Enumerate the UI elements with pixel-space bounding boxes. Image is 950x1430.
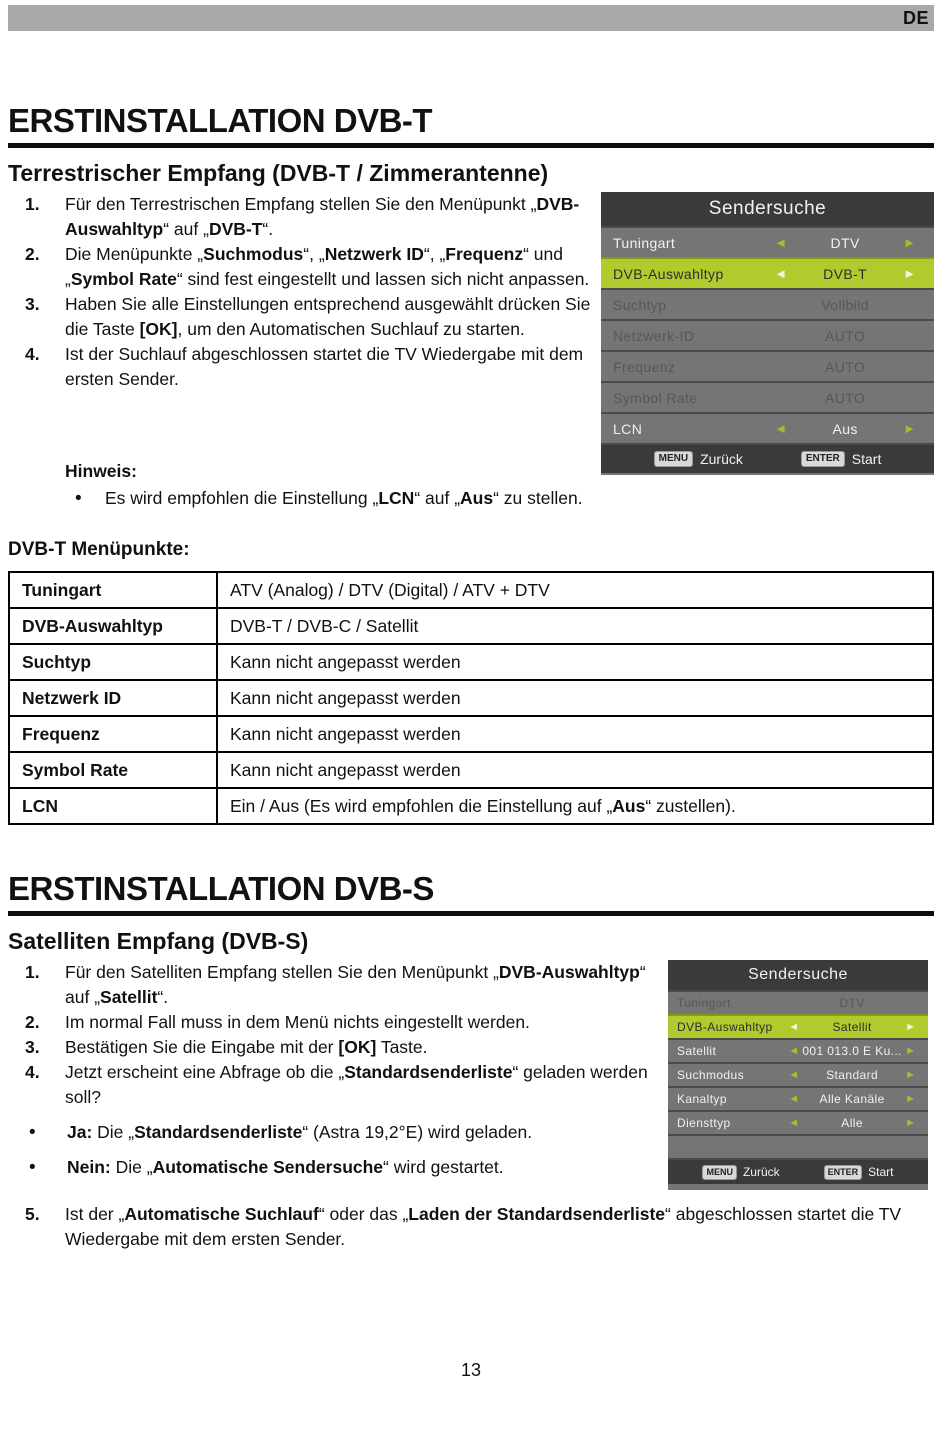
osd-menu-footer bbox=[668, 1158, 928, 1184]
step-number: 5. bbox=[25, 1204, 40, 1224]
step-text: Jetzt erscheint eine Abfrage ob die „Standardsenderliste“ geladen werden soll? bbox=[65, 1062, 648, 1107]
osd-menu-row-kanaltyp bbox=[668, 1086, 928, 1110]
table-row-label: DVB-Auswahltyp bbox=[9, 608, 217, 644]
table-row-label: Suchtyp bbox=[9, 644, 217, 680]
osd-menu-row-suchmodus bbox=[668, 1062, 928, 1086]
osd-row-label: Frequenz bbox=[613, 358, 676, 375]
enter-key-badge: ENTER bbox=[824, 1165, 863, 1180]
osd-row-label: Tuningart bbox=[613, 234, 676, 251]
table-row bbox=[9, 572, 933, 608]
table-row bbox=[9, 788, 933, 824]
osd-menu-title: Sendersuche bbox=[601, 192, 934, 226]
bullet-text: Ja: Die „Standardsenderliste“ (Astra 19,2°E) wird geladen. bbox=[67, 1122, 533, 1142]
osd-row-value: 001 013.0 E Ku... bbox=[802, 1044, 902, 1058]
osd-row-value: Alle Kanäle bbox=[819, 1092, 885, 1106]
table-row-value: Kann nicht angepasst werden bbox=[217, 680, 933, 716]
osd-menu-row-lcn bbox=[601, 412, 934, 443]
step-item-5 bbox=[8, 1202, 934, 1252]
osd-row-value: DVB-T bbox=[823, 265, 868, 282]
menu-key-badge: MENU bbox=[702, 1165, 737, 1180]
table-row-label: Frequenz bbox=[9, 716, 217, 752]
arrow-right-icon: ► bbox=[905, 1092, 916, 1105]
section-title-dvbt: ERSTINSTALLATION DVB-T bbox=[8, 103, 934, 148]
osd-row-label: Suchmodus bbox=[677, 1068, 744, 1082]
arrow-left-icon: ◄ bbox=[774, 266, 788, 281]
osd-menu-row-suchtyp bbox=[601, 288, 934, 319]
osd-menu-row-symbol-rate bbox=[601, 381, 934, 412]
step-item bbox=[8, 1035, 658, 1060]
arrow-right-icon: ► bbox=[903, 235, 916, 250]
osd-row-label: Satellit bbox=[677, 1044, 717, 1058]
osd-row-value: Alle bbox=[841, 1116, 863, 1130]
osd-menu-row-tuningart bbox=[668, 990, 928, 1014]
step-item bbox=[8, 192, 601, 242]
table-row-value: Kann nicht angepasst werden bbox=[217, 644, 933, 680]
note-text: Es wird empfohlen die Einstellung „LCN“ auf „Aus“ zu stellen. bbox=[105, 488, 583, 508]
osd-menu-empty-row bbox=[668, 1134, 928, 1158]
osd-row-label: Suchtyp bbox=[613, 296, 667, 313]
step-text: Ist der „Automatische Suchlauf“ oder das „Laden der Standardsenderliste“ abgeschlossen startet die TV Wiedergabe mit dem ersten Sender. bbox=[65, 1204, 902, 1249]
table-row-value: Kann nicht angepasst werden bbox=[217, 752, 933, 788]
table-heading: DVB-T Menüpunkte: bbox=[8, 539, 190, 560]
bullet-icon bbox=[8, 1120, 67, 1145]
table-row bbox=[9, 752, 933, 788]
bullet-icon bbox=[65, 486, 105, 511]
osd-row-value: AUTO bbox=[825, 358, 866, 375]
arrow-left-icon: ◄ bbox=[788, 1116, 800, 1129]
language-bar bbox=[8, 5, 934, 31]
step-number: 4. bbox=[25, 1062, 40, 1082]
arrow-left-icon: ◄ bbox=[774, 421, 788, 436]
osd-row-label: DVB-Auswahltyp bbox=[677, 1020, 773, 1034]
manual-page bbox=[8, 5, 934, 1381]
step-number: 3. bbox=[25, 1037, 40, 1057]
osd-menu-row-tuningart bbox=[601, 226, 934, 257]
table-row-value: Ein / Aus (Es wird empfohlen die Einstellung auf „Aus“ zustellen). bbox=[217, 788, 933, 824]
dvbt-steps bbox=[8, 192, 601, 475]
enter-start-hint bbox=[824, 1165, 894, 1180]
step-number: 1. bbox=[25, 962, 40, 982]
arrow-left-icon: ◄ bbox=[774, 235, 788, 250]
osd-menu-dvbt-screenshot bbox=[601, 192, 934, 475]
table-row bbox=[9, 680, 933, 716]
table-row bbox=[9, 644, 933, 680]
arrow-right-icon: ► bbox=[905, 1116, 916, 1129]
step-text: Haben Sie alle Einstellungen entsprechend ausgewählt drücken Sie die Taste [OK], um den Automatischen Suchlauf zu starten. bbox=[65, 294, 591, 339]
osd-row-value: AUTO bbox=[825, 327, 866, 344]
osd-row-label: DVB-Auswahltyp bbox=[613, 265, 724, 282]
note-label: Hinweis: bbox=[65, 461, 137, 481]
step-item bbox=[8, 292, 601, 342]
osd-menu-footer bbox=[601, 443, 934, 473]
osd-menu-dvbs-screenshot bbox=[668, 960, 928, 1190]
step-item bbox=[8, 342, 601, 392]
menu-key-badge: MENU bbox=[654, 451, 693, 467]
menu-back-hint bbox=[654, 451, 743, 467]
bullet-icon bbox=[8, 1155, 67, 1180]
arrow-right-icon: ► bbox=[903, 421, 916, 436]
table-row-label: Tuningart bbox=[9, 572, 217, 608]
osd-menu-row-dvb-auswahltyp bbox=[601, 257, 934, 288]
osd-menu-row-dvb-auswahltyp bbox=[668, 1014, 928, 1038]
arrow-right-icon: ► bbox=[905, 1020, 916, 1033]
subsection-title-satellite: Satelliten Empfang (DVB-S) bbox=[8, 928, 309, 954]
osd-menu-title: Sendersuche bbox=[668, 960, 928, 990]
table-row bbox=[9, 716, 933, 752]
dvbs-steps bbox=[8, 960, 658, 1190]
table-row-label: Netzwerk ID bbox=[9, 680, 217, 716]
step-number: 4. bbox=[25, 344, 40, 364]
osd-row-label: Netzwerk-ID bbox=[613, 327, 695, 344]
osd-row-value: DTV bbox=[830, 234, 860, 251]
step-number: 2. bbox=[25, 244, 40, 264]
menu-back-hint bbox=[702, 1165, 779, 1180]
start-label: Start bbox=[851, 451, 882, 467]
step-text: Für den Satelliten Empfang stellen Sie den Menüpunkt „DVB-Auswahltyp“ auf „Satellit“. bbox=[65, 962, 646, 1007]
step-text: Ist der Suchlauf abgeschlossen startet die TV Wiedergabe mit dem ersten Sender. bbox=[65, 344, 584, 389]
osd-menu-row-netzwerk-id bbox=[601, 319, 934, 350]
bullet-text: Nein: Die „Automatische Sendersuche“ wird gestartet. bbox=[67, 1157, 504, 1177]
step-text: Für den Terrestrischen Empfang stellen Sie den Menüpunkt „DVB-Auswahltyp“ auf „DVB-T“. bbox=[65, 194, 580, 239]
arrow-left-icon: ◄ bbox=[788, 1068, 800, 1081]
osd-row-value: Satellit bbox=[832, 1020, 872, 1034]
table-row-value: Kann nicht angepasst werden bbox=[217, 716, 933, 752]
enter-key-badge: ENTER bbox=[801, 451, 845, 467]
step-number: 2. bbox=[25, 1012, 40, 1032]
step-item bbox=[8, 242, 601, 292]
osd-row-value: Vollbild bbox=[821, 296, 869, 313]
osd-menu-row-diensttyp bbox=[668, 1110, 928, 1134]
bullet-item-nein bbox=[8, 1155, 658, 1180]
arrow-left-icon: ◄ bbox=[788, 1092, 800, 1105]
osd-menu-row-frequenz bbox=[601, 350, 934, 381]
osd-row-label: Symbol Rate bbox=[613, 389, 698, 406]
step-item bbox=[8, 1060, 658, 1110]
osd-row-value: DTV bbox=[839, 996, 865, 1010]
back-label: Zurück bbox=[742, 1165, 780, 1179]
table-row-value: ATV (Analog) / DTV (Digital) / ATV + DTV bbox=[217, 572, 933, 608]
osd-row-value: Standard bbox=[826, 1068, 879, 1082]
osd-row-label: Kanaltyp bbox=[677, 1092, 727, 1106]
dvbs-content-row bbox=[8, 960, 934, 1190]
osd-row-label: Tuningart bbox=[677, 996, 731, 1010]
osd-row-value: AUTO bbox=[825, 389, 866, 406]
step-text: Im normal Fall muss in dem Menü nichts eingestellt werden. bbox=[65, 1012, 530, 1032]
enter-start-hint bbox=[801, 451, 881, 467]
bullet-item-ja bbox=[8, 1120, 658, 1145]
arrow-left-icon: ◄ bbox=[788, 1044, 800, 1057]
step-number: 1. bbox=[25, 194, 40, 214]
table-row-label: Symbol Rate bbox=[9, 752, 217, 788]
step-item bbox=[8, 960, 658, 1010]
dvbt-content-row bbox=[8, 192, 934, 475]
table-row bbox=[9, 608, 933, 644]
subsection-title-terrestrial: Terrestrischer Empfang (DVB-T / Zimmerantenne) bbox=[8, 160, 549, 186]
start-label: Start bbox=[868, 1165, 894, 1179]
osd-row-label: LCN bbox=[613, 420, 643, 437]
step-text: Die Menüpunkte „Suchmodus“, „Netzwerk ID“, „Frequenz“ und „Symbol Rate“ sind fest eingestellt und lassen sich nicht anpassen. bbox=[65, 244, 590, 289]
section-title-dvbs: ERSTINSTALLATION DVB-S bbox=[8, 871, 934, 916]
table-row-label: LCN bbox=[9, 788, 217, 824]
note-bullet bbox=[65, 486, 934, 511]
osd-row-value: Aus bbox=[832, 420, 858, 437]
dvbt-options-table bbox=[8, 571, 934, 825]
table-row-value: DVB-T / DVB-C / Satellit bbox=[217, 608, 933, 644]
back-label: Zurück bbox=[700, 451, 743, 467]
language-badge: DE bbox=[902, 7, 929, 28]
arrow-left-icon: ◄ bbox=[788, 1020, 800, 1033]
page-number: 13 bbox=[460, 1360, 482, 1380]
osd-row-label: Diensttyp bbox=[677, 1116, 731, 1130]
step-text: Bestätigen Sie die Eingabe mit der [OK] Taste. bbox=[65, 1037, 428, 1057]
step-number: 3. bbox=[25, 294, 40, 314]
arrow-right-icon: ► bbox=[903, 266, 916, 281]
osd-menu-row-satellit bbox=[668, 1038, 928, 1062]
step-item bbox=[8, 1010, 658, 1035]
arrow-right-icon: ► bbox=[905, 1044, 916, 1057]
arrow-right-icon: ► bbox=[905, 1068, 916, 1081]
